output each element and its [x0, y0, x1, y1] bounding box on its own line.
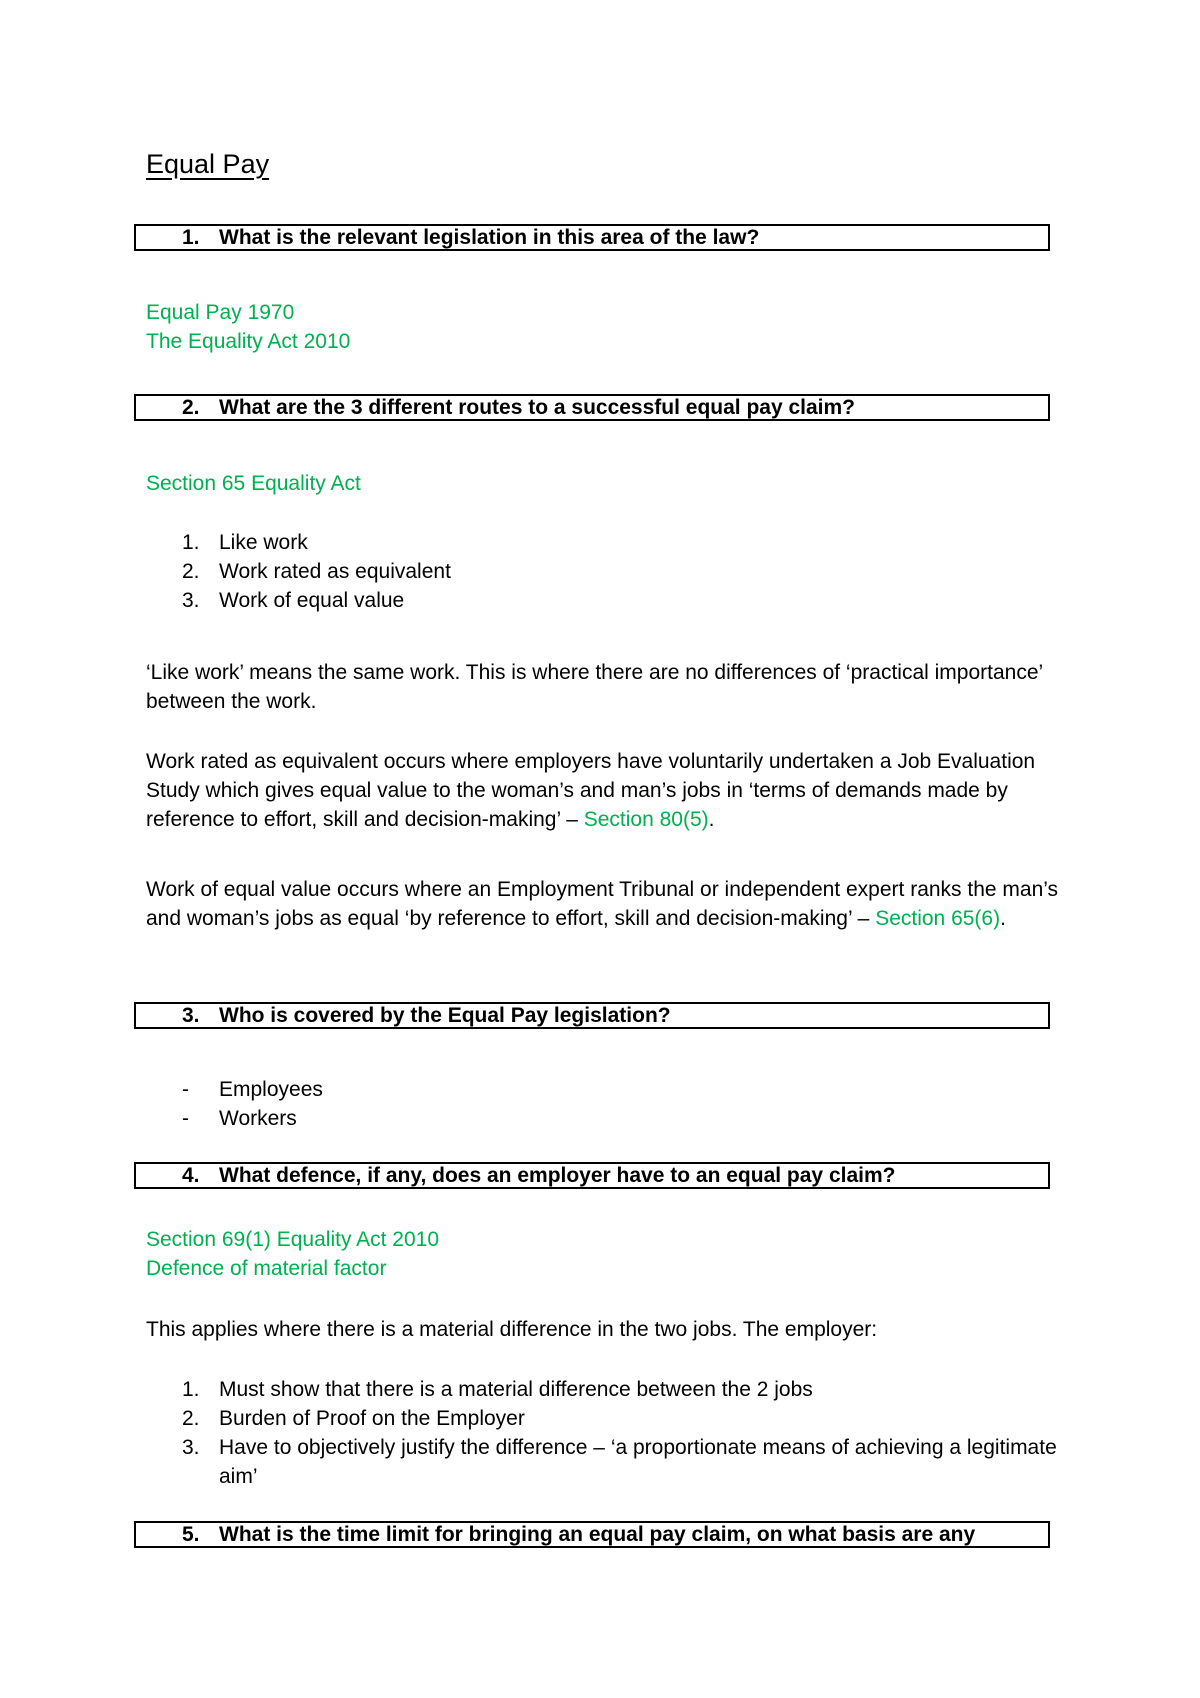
question-2: [182, 394, 1042, 421]
list-text: Have to objectively justify the difference – ‘a proportionate means of achieving a legitimate aim’: [219, 1436, 1057, 1488]
defence-intro: This applies where there is a material difference in the two jobs. The employer:: [146, 1318, 878, 1341]
list-number: 2.: [182, 560, 200, 583]
list-item: [182, 1075, 1062, 1104]
list-text: Burden of Proof on the Employer: [219, 1407, 525, 1430]
work-rated-text: Work rated as equivalent occurs where employers have voluntarily undertaken a Job Evaluation Study which gives equal value to the woman’s and man’s jobs in ‘terms of demands made by reference to effort, skill and decision-making’ –: [146, 750, 1036, 831]
section-65-heading: Section 65 Equality Act: [146, 472, 361, 495]
list-text: Employees: [219, 1078, 323, 1101]
question-2-number: 2.: [182, 396, 200, 419]
question-5-number: 5.: [182, 1523, 200, 1546]
equal-value-paragraph: Work of equal value occurs where an Employment Tribunal or independent expert ranks the man’s and woman’s jobs as equal ‘by reference to effort, skill and decision-making’ – Section 65(6).: [146, 878, 1059, 930]
question-1-number: 1.: [182, 226, 200, 249]
question-5: [182, 1521, 1042, 1548]
section-65-6-reference: Section 65(6): [875, 907, 1001, 930]
question-5-text: What is the time limit for bringing an equal pay claim, on what basis are any: [219, 1523, 976, 1546]
list-number: 3.: [182, 589, 200, 612]
list-bullet: -: [182, 1078, 189, 1101]
work-rated-paragraph: Work rated as equivalent occurs where employers have voluntarily undertaken a Job Evaluation Study which gives equal value to the woman’s and man’s jobs in ‘terms of demands made by reference to effort, skill and decision-making’ – Section 80(5).: [146, 750, 1036, 831]
covered-list: [182, 1075, 1062, 1133]
question-2-text: What are the 3 different routes to a successful equal pay claim?: [219, 396, 856, 419]
list-number: 3.: [182, 1436, 200, 1459]
question-1: [182, 224, 1042, 251]
section-69-1-heading: Section 69(1) Equality Act 2010: [146, 1228, 440, 1251]
list-item: [182, 557, 1062, 586]
question-3: [182, 1002, 1042, 1029]
list-text: Workers: [219, 1107, 297, 1130]
question-4: [182, 1162, 1042, 1189]
list-bullet: -: [182, 1107, 189, 1130]
defence-points-list: [182, 1375, 1062, 1491]
page-title: Equal Pay: [146, 149, 270, 179]
list-item: [182, 528, 1062, 557]
question-4-text: What defence, if any, does an employer have to an equal pay claim?: [219, 1164, 896, 1187]
list-text: Work of equal value: [219, 589, 405, 612]
legislation-equal-pay-1970: Equal Pay 1970: [146, 301, 295, 324]
list-item: [182, 1433, 1079, 1491]
list-number: 1.: [182, 531, 200, 554]
equal-value-text: Work of equal value occurs where an Employment Tribunal or independent expert ranks the man’s and woman’s jobs as equal ‘by reference to effort, skill and decision-making’ –: [146, 878, 1059, 930]
list-number: 2.: [182, 1407, 200, 1430]
like-work-paragraph: ‘Like work’ means the same work. This is where there are no differences of ‘practical importance’ between the work.: [146, 661, 1043, 713]
question-1-text: What is the relevant legislation in this area of the law?: [219, 226, 760, 249]
question-3-text: Who is covered by the Equal Pay legislation?: [219, 1004, 671, 1027]
question-3-number: 3.: [182, 1004, 200, 1027]
list-text: Work rated as equivalent: [219, 560, 451, 583]
routes-list: [182, 528, 1062, 615]
material-factor-heading: Defence of material factor: [146, 1257, 387, 1280]
defence-headings: [146, 1225, 1066, 1283]
list-item: [182, 1104, 1062, 1133]
list-item: [182, 1375, 1062, 1404]
list-text: Must show that there is a material difference between the 2 jobs: [219, 1378, 813, 1401]
legislation-equality-act-2010: The Equality Act 2010: [146, 330, 351, 353]
section-80-5-reference: Section 80(5): [583, 808, 709, 831]
question-4-number: 4.: [182, 1164, 200, 1187]
legislation-list: [146, 298, 1066, 356]
list-text: Like work: [219, 531, 308, 554]
list-item: [182, 586, 1062, 615]
list-item: [182, 1404, 1062, 1433]
list-number: 1.: [182, 1378, 200, 1401]
